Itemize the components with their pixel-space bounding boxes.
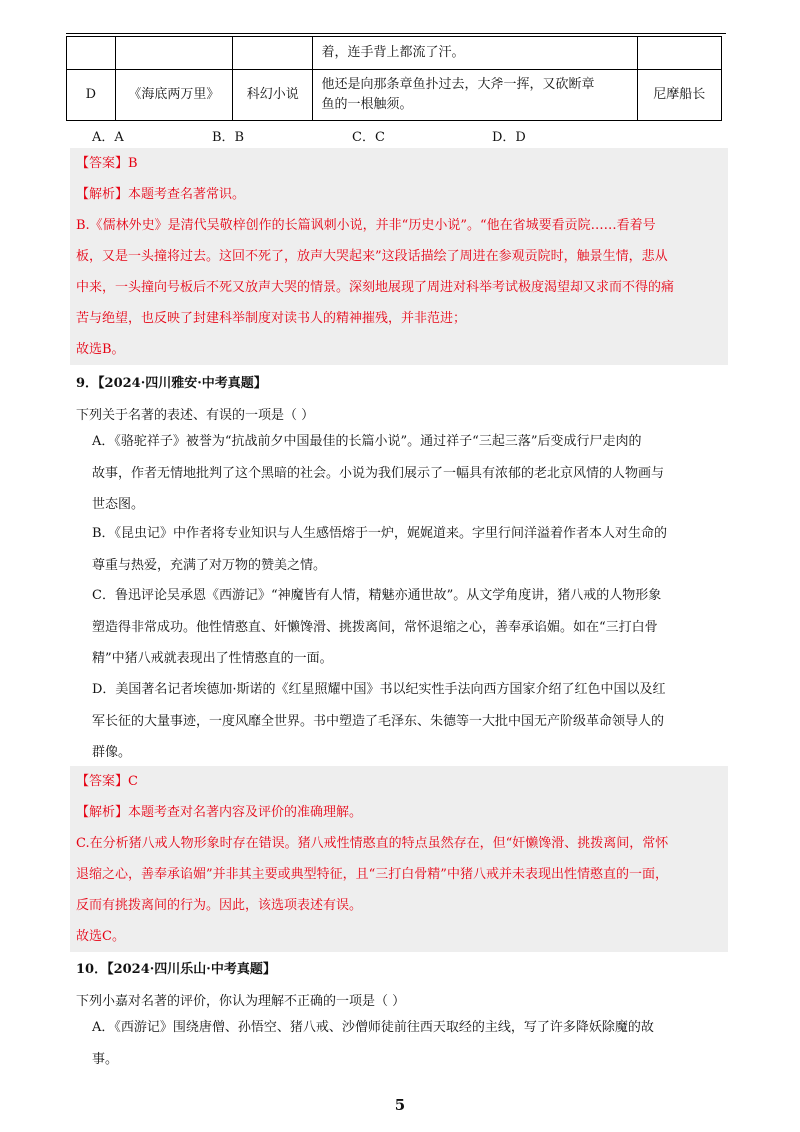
answer-label: 【答案】C (76, 774, 138, 789)
q8-option-b[interactable]: B．B (212, 130, 245, 145)
table-cell-title (115, 37, 232, 70)
excerpt-line: 鱼的一根触须。 (321, 97, 413, 112)
analysis-line: 故选B。 (76, 342, 125, 357)
q9-choice-d[interactable] (92, 674, 732, 769)
q9-answer-block (70, 766, 728, 952)
analysis-line: 苦与绝望，也反映了封建科举制度对读书人的精神摧残，并非范进； (76, 311, 467, 326)
analysis-line: 【解析】本题考查名著常识。 (76, 187, 246, 202)
choice-line: 故事，作者无情地批判了这个黑暗的社会。小说为我们展示了一幅具有浓郁的老北京风情的人物画与 (92, 465, 665, 481)
table-cell-character (637, 37, 721, 70)
table-cell-title: 《海底两万里》 (115, 70, 232, 121)
analysis-line: 故选C。 (76, 929, 125, 944)
choice-line: 世态图。 (92, 497, 145, 512)
choice-line: D．美国著名记者埃德加·斯诺的《红星照耀中国》书以纪实性手法向西方国家介绍了红色中国以及红 (92, 682, 666, 697)
question-source: 【2024·四川雅安·中考真题】 (98, 376, 267, 391)
analysis-line: 板，又是一头撞将过去。这回不死了，放声大哭起来”这段话描绘了周进在参观贡院时，触景生情，悲从 (76, 249, 668, 264)
q9-choice-b[interactable] (92, 518, 732, 581)
choice-line: A．《西游记》围绕唐僧、孙悟空、猪八戒、沙僧师徒前往西天取经的主线，写了许多降妖除魔的故 (92, 1020, 654, 1035)
analysis-line: B.《儒林外史》是清代吴敬梓创作的长篇讽刺小说，并非“历史小说”。“他在省城要看贡院……看着号 (76, 218, 656, 233)
q10-heading (76, 958, 276, 977)
works-table (66, 36, 722, 121)
page-number: 5 (394, 1096, 406, 1114)
table-cell-label (67, 37, 116, 70)
choice-line: 精”中猪八戒就表现出了性情憨直的一面。 (92, 651, 333, 666)
q8-option-a[interactable]: A．A (92, 130, 124, 145)
excerpt-line: 他还是向那条章鱼扑过去，大斧一挥，又砍断章 (321, 77, 595, 92)
q8-answer-block (70, 148, 728, 365)
question-number: 9． (76, 376, 99, 391)
choice-line: A．《骆驼祥子》被誉为“抗战前夕中国最佳的长篇小说”。通过祥子“三起三落”后变成行尸走肉的 (92, 434, 642, 449)
choice-line: 塑造得非常成功。他性情憨直、奸懒馋滑、挑拨离间，常怀退缩之心，善奉承谄媚。如在“三打白骨 (92, 619, 658, 635)
analysis-line: 反而有挑拨离间的行为。因此，该选项表述有误。 (76, 898, 363, 913)
choice-line: 群像。 (92, 745, 132, 760)
choice-line: C．鲁迅评论吴承恩《西游记》“神魔皆有人情，精魅亦通世故”。从文学角度讲，猪八戒的人物形象 (92, 588, 662, 603)
q9-heading (76, 372, 267, 391)
q10-stem: 下列小嘉对名著的评价，你认为理解不正确的一项是（ ） (76, 994, 406, 1009)
q10-choice-a[interactable] (92, 1012, 732, 1075)
analysis-line: 中来，一头撞向号板后不死又放声大哭的情景。深刻地展现了周进对科举考试极度渴望却又求而不得的痛 (76, 280, 675, 295)
answer-label: 【答案】B (76, 156, 138, 171)
q8-option-c[interactable]: C．C (352, 130, 385, 145)
table-row (67, 70, 722, 121)
choice-line: 军长征的大量事迹，一度风靡全世界。书中塑造了毛泽东、朱德等一大批中国无产阶级革命领导人的 (92, 713, 665, 729)
analysis-line: 退缩之心，善奉承谄媚”并非其主要或典型特征，且“三打白骨精”中猪八戒并未表现出性情憨直的一面， (76, 867, 668, 882)
choice-line: B．《昆虫记》中作者将专业知识与人生感悟熔于一炉，娓娓道来。字里行间洋溢着作者本人对生命的 (92, 526, 668, 541)
top-rule (66, 33, 726, 34)
table-cell-genre (232, 37, 312, 70)
q9-stem: 下列关于名著的表述、有误的一项是（ ） (76, 408, 315, 423)
analysis-line: C.在分析猪八戒人物形象时存在错误。猪八戒性情憨直的特点虽然存在，但“奸懒馋滑、挑拨离间，常怀 (76, 836, 669, 851)
table-row (67, 37, 722, 70)
q9-choice-a[interactable] (92, 426, 732, 521)
table-cell-label: D (67, 70, 116, 121)
table-cell-character: 尼摩船长 (637, 70, 721, 121)
table-cell-excerpt (313, 70, 637, 121)
analysis-line: 【解析】本题考查对名著内容及评价的准确理解。 (76, 805, 363, 820)
choice-line: 事。 (92, 1051, 119, 1067)
table-cell-genre: 科幻小说 (232, 70, 312, 121)
choice-line: 尊重与热爱，充满了对万物的赞美之情。 (92, 557, 327, 573)
q9-choice-c[interactable] (92, 580, 732, 675)
table-cell-excerpt: 着，连手背上都流了汗。 (313, 37, 637, 70)
question-source: 【2024·四川乐山·中考真题】 (107, 962, 276, 977)
question-number: 10． (76, 962, 108, 977)
q8-option-d[interactable]: D．D (492, 130, 526, 145)
